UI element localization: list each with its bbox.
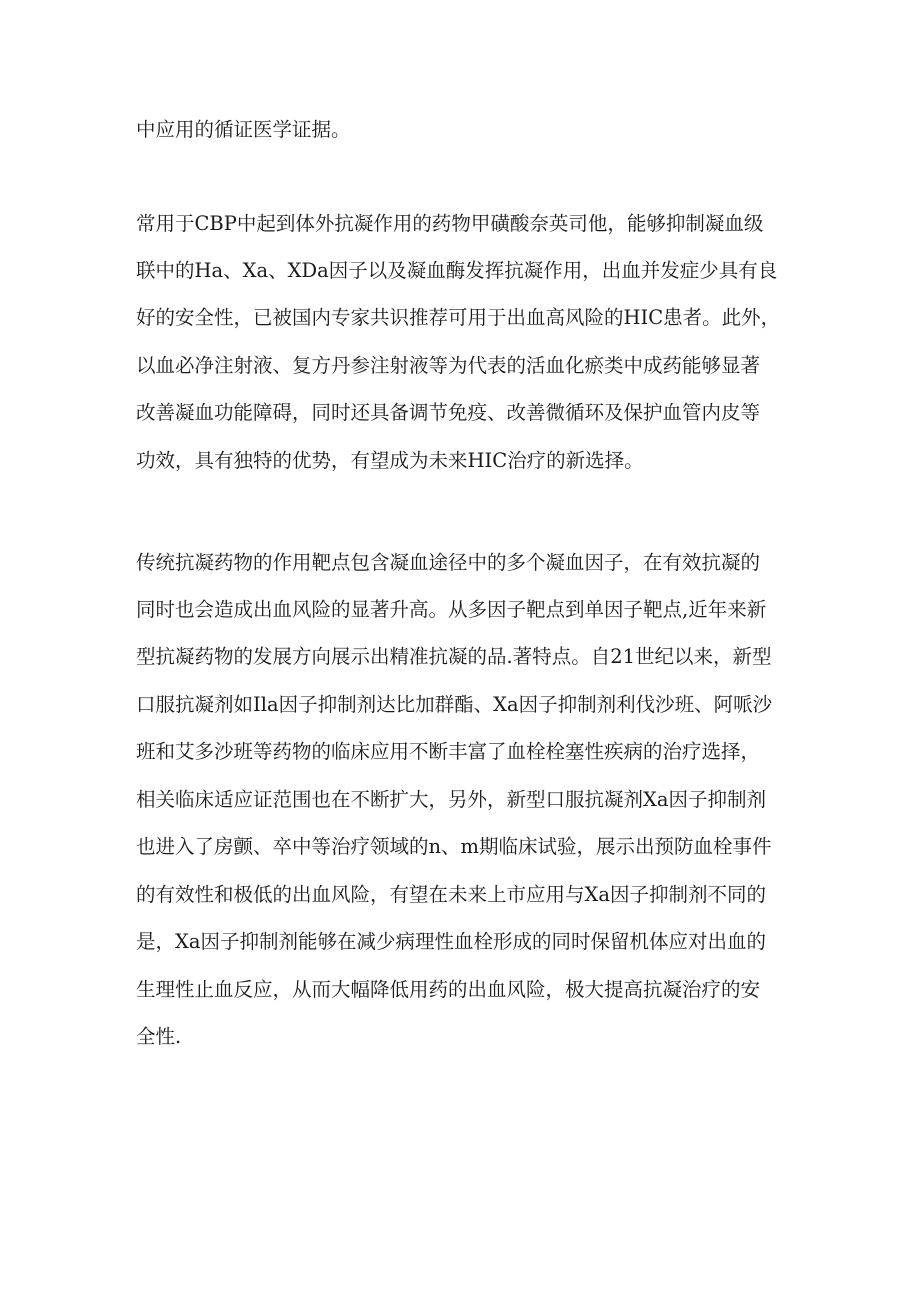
text-line: 班和艾多沙班等药物的临床应用不断丰富了血栓栓塞性疾病的治疗选择， (136, 740, 761, 763)
text-line: 也进入了房颤、卒中等治疗领域的n、m期临床试验，展示出预防血栓事件 (136, 835, 772, 858)
text-line: 传统抗凝药物的作用靶点包含凝血途径中的多个凝血因子，在有效抗凝的 (136, 551, 761, 574)
text-line: 好的安全性，已被国内专家共识推荐可用于出血高风险的HIC患者。此外， (136, 306, 781, 329)
text-line: 生理性止血反应，从而大幅降低用药的出血风险，极大提高抗凝治疗的安 (136, 978, 761, 1001)
text-line: 是，Xa因子抑制剂能够在减少病理性血栓形成的同时保留机体应对出血的 (136, 930, 767, 953)
text-line: 相关临床适应证范围也在不断扩大，另外，新型口服抗凝剂Xa因子抑制剂 (136, 788, 767, 811)
text-line: 中应用的循证医学证据。 (136, 118, 351, 141)
text-line: 的有效性和极低的出血风险，有望在未来上市应用与Xa因子抑制剂不同的 (136, 883, 767, 906)
text-line: 口服抗凝剂如Ila因子抑制剂达比加群酯、Xa因子抑制剂利伐沙班、阿哌沙 (136, 693, 773, 716)
text-line: 型抗凝药物的发展方向展示出精准抗凝的品.著特点。自21世纪以来，新型 (136, 645, 772, 668)
text-line: 同时也会造成出血风险的显著升高。从多因子靶点到单因子靶点,近年来新 (136, 598, 767, 621)
text-line: 常用于CBP中起到体外抗凝作用的药物甲磺酸奈英司他，能够抑制凝血级 (136, 212, 764, 235)
text-line: 全性. (136, 1025, 182, 1048)
text-line: 联中的Ha、Xa、XDa因子以及凝血酶发挥抗凝作用，出血并发症少具有良 (136, 259, 778, 282)
text-line: 改善凝血功能障碍，同时还具备调节免疫、改善微循环及保护血管内皮等 (136, 401, 761, 424)
text-line: 功效，具有独特的优势，有望成为未来HIC治疗的新选择。 (136, 449, 644, 472)
text-line: 以血必净注射液、复方丹参注射液等为代表的活血化瘀类中成药能够显著 (136, 354, 761, 377)
